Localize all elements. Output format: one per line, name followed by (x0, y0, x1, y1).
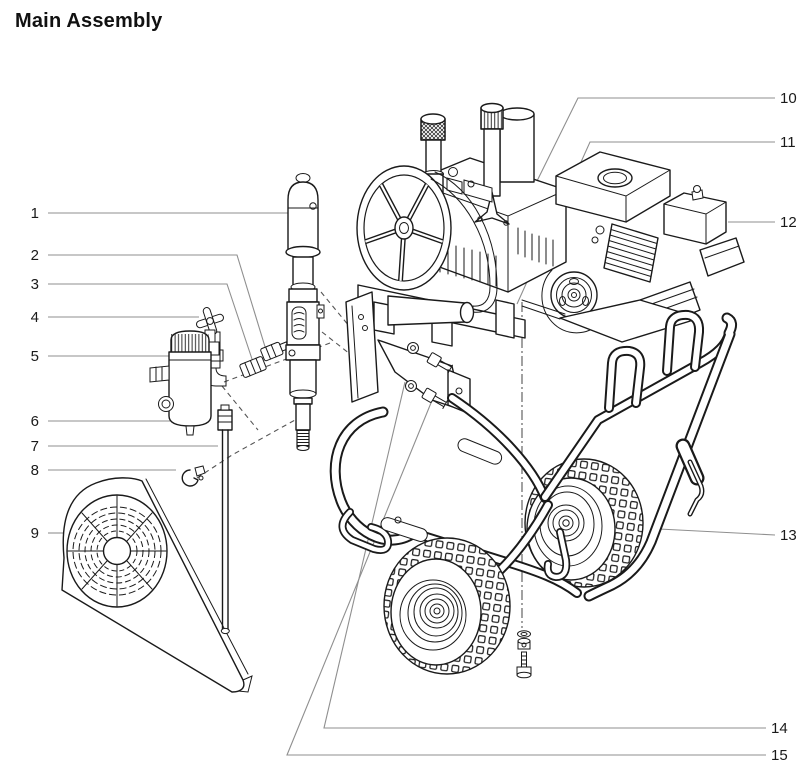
front-wheel (384, 538, 510, 674)
pump-assembly (286, 174, 324, 451)
callout-1: 1 (30, 205, 39, 222)
callout-11: 11 (780, 134, 796, 151)
callout-4: 4 (30, 309, 39, 326)
siphon-tube (218, 405, 232, 634)
belt-guard (62, 478, 252, 692)
page-title: Main Assembly (15, 10, 163, 32)
callout-6: 6 (30, 413, 39, 430)
callout-9: 9 (30, 525, 39, 542)
callout-13: 13 (780, 527, 797, 544)
callout-5: 5 (30, 348, 39, 365)
filter-assembly (150, 303, 228, 435)
callout-8: 8 (30, 462, 39, 479)
callout-7: 7 (30, 438, 39, 455)
axle-bolt-set (517, 631, 531, 678)
callout-15: 15 (771, 747, 788, 764)
callout-3: 3 (30, 276, 39, 293)
callout-10: 10 (780, 90, 797, 107)
callout-2: 2 (30, 247, 39, 264)
callout-12: 12 (780, 214, 797, 231)
tube-clamp (182, 466, 205, 486)
fan-grille (67, 495, 167, 607)
flywheel (357, 166, 451, 290)
callout-14: 14 (771, 720, 788, 737)
